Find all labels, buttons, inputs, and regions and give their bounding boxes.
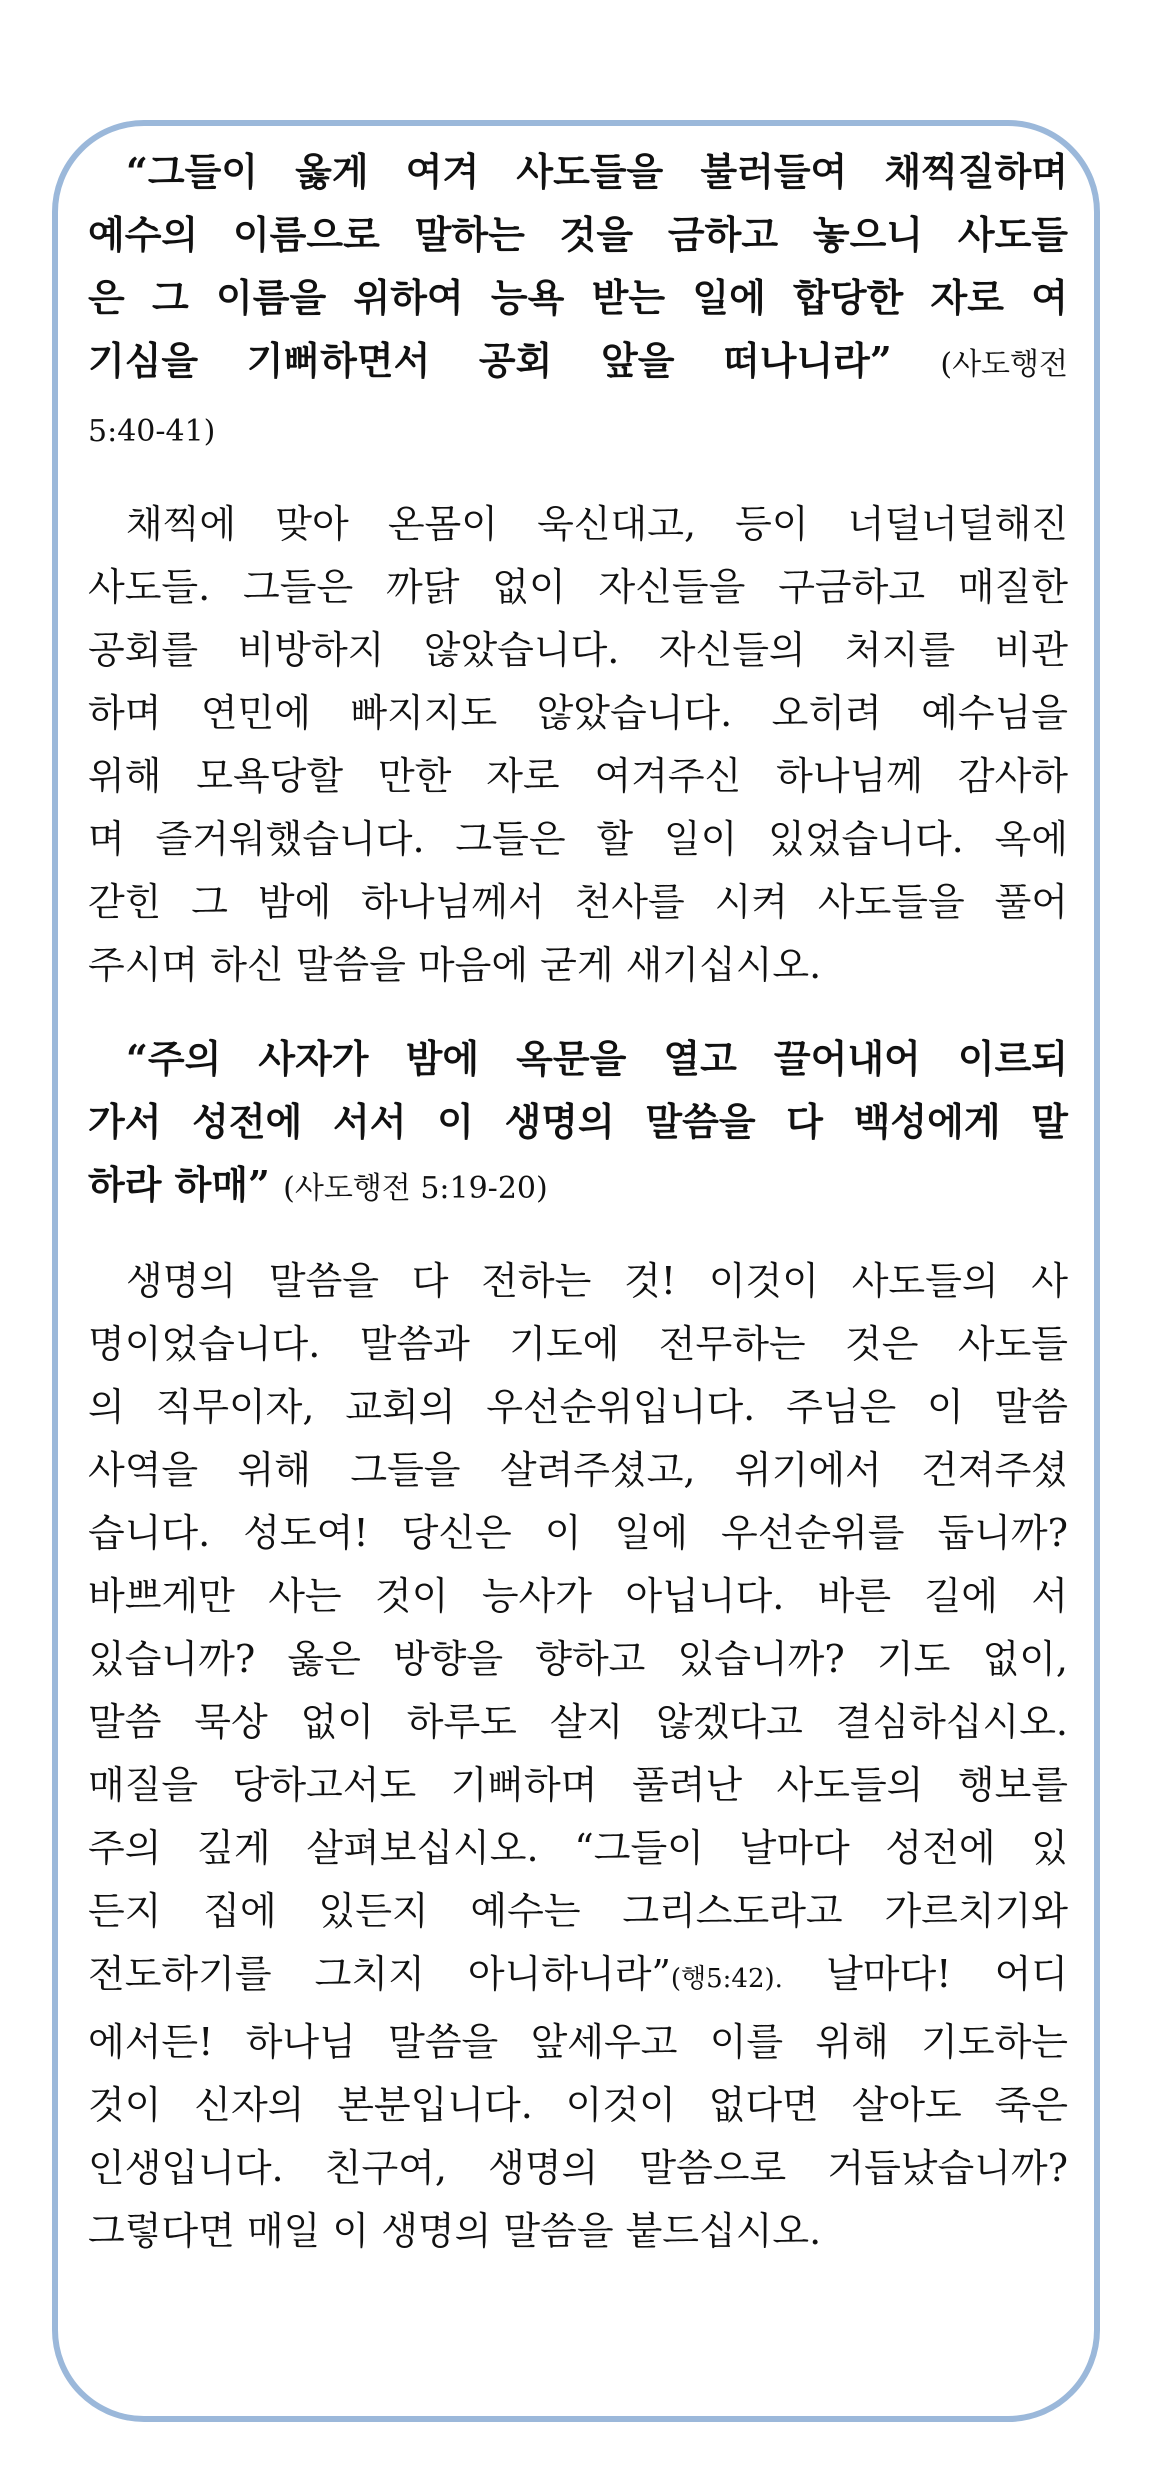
body-line: 명이었습니다. 말씀과 기도에 전무하는 것은 사도들 <box>88 1322 1068 1366</box>
body-line: 사도들. 그들은 까닭 없이 자신들을 구금하고 매질한 <box>88 565 1068 609</box>
quote-line-text: 하라 하매” <box>88 1162 270 1207</box>
body-line-with-ref <box>88 1943 1068 2011</box>
body-line: 매질을 당하고서도 기뻐하며 풀려난 사도들의 행보를 <box>88 1763 1068 1807</box>
body-line: 사역을 위해 그들을 살려주셨고, 위기에서 건져주셨 <box>88 1448 1068 1492</box>
body-paragraph-1 <box>88 493 1068 997</box>
quote-line: “그들이 옳게 여겨 사도들을 불러들여 채찍질하며 <box>126 149 1068 194</box>
body-line: 위해 모욕당할 만한 자로 여겨주신 하나님께 감사하 <box>88 754 1068 798</box>
scripture-reference: (사도행전 <box>940 347 1068 382</box>
body-line: 습니다. 성도여! 당신은 이 일에 우선순위를 둡니까? <box>88 1511 1068 1555</box>
quote-line: 은 그 이름을 위하여 능욕 받는 일에 합당한 자로 여 <box>88 275 1068 320</box>
quote-line: 예수의 이름으로 말하는 것을 금하고 놓으니 사도들 <box>88 212 1068 257</box>
body-line: 에서든! 하나님 말씀을 앞세우고 이를 위해 기도하는 <box>88 2020 1068 2064</box>
quote-line-with-ref <box>88 329 1068 396</box>
body-line: 든지 집에 있든지 예수는 그리스도라고 가르치기와 <box>88 1889 1068 1933</box>
quote-line-text: 기심을 기뻐하면서 공회 앞을 떠나니라” <box>88 338 892 383</box>
body-line: 있습니까? 옳은 방향을 향하고 있습니까? 기도 없이, <box>88 1637 1068 1681</box>
inline-scripture-reference: (행5:42). <box>670 1964 783 1994</box>
scripture-reference-tail <box>88 396 1068 463</box>
body-line: 말씀 묵상 없이 하루도 살지 않겠다고 결심하십시오. <box>88 1700 1068 1744</box>
quote-line: “주의 사자가 밤에 옥문을 열고 끌어내어 이르되 <box>126 1036 1068 1081</box>
body-paragraph-2 <box>88 1250 1068 2263</box>
scripture-reference: (사도행전 5:19-20) <box>283 1171 548 1206</box>
body-line: 주시며 하신 말씀을 마음에 굳게 새기십시오. <box>88 943 822 987</box>
body-line: 생명의 말씀을 다 전하는 것! 이것이 사도들의 사 <box>126 1259 1068 1303</box>
body-line: 의 직무이자, 교회의 우선순위입니다. 주님은 이 말씀 <box>88 1385 1068 1429</box>
body-line: 하며 연민에 빠지지도 않았습니다. 오히려 예수님을 <box>88 691 1068 735</box>
body-line: 인생입니다. 친구여, 생명의 말씀으로 거듭났습니까? <box>88 2146 1068 2190</box>
body-line: 바쁘게만 사는 것이 능사가 아닙니다. 바른 길에 서 <box>88 1574 1068 1618</box>
quote-line-with-ref <box>88 1153 1068 1220</box>
devotional-text <box>88 140 1068 2263</box>
body-line: 며 즐거워했습니다. 그들은 할 일이 있었습니다. 옥에 <box>88 817 1068 861</box>
body-line: 그렇다면 매일 이 생명의 말씀을 붙드십시오. <box>88 2209 822 2253</box>
body-line: 채찍에 맞아 온몸이 욱신대고, 등이 너덜너덜해진 <box>126 502 1068 546</box>
body-line: 갇힌 그 밤에 하나님께서 천사를 시켜 사도들을 풀어 <box>88 880 1068 924</box>
scripture-quote-acts-5-19 <box>88 1027 1068 1220</box>
body-line: 주의 깊게 살펴보십시오. “그들이 날마다 성전에 있 <box>88 1826 1068 1870</box>
quote-line: 가서 성전에 서서 이 생명의 말씀을 다 백성에게 말 <box>88 1099 1068 1144</box>
body-line: 것이 신자의 본분입니다. 이것이 없다면 살아도 죽은 <box>88 2083 1068 2127</box>
scripture-quote-acts-5-40 <box>88 140 1068 463</box>
body-line: 공회를 비방하지 않았습니다. 자신들의 처지를 비관 <box>88 628 1068 672</box>
body-line-tail: 날마다! 어디 <box>826 1952 1068 1996</box>
body-line-text: 전도하기를 그치지 아니하니라” <box>88 1952 671 1996</box>
scripture-reference-verse: 5:40-41) <box>88 414 216 449</box>
